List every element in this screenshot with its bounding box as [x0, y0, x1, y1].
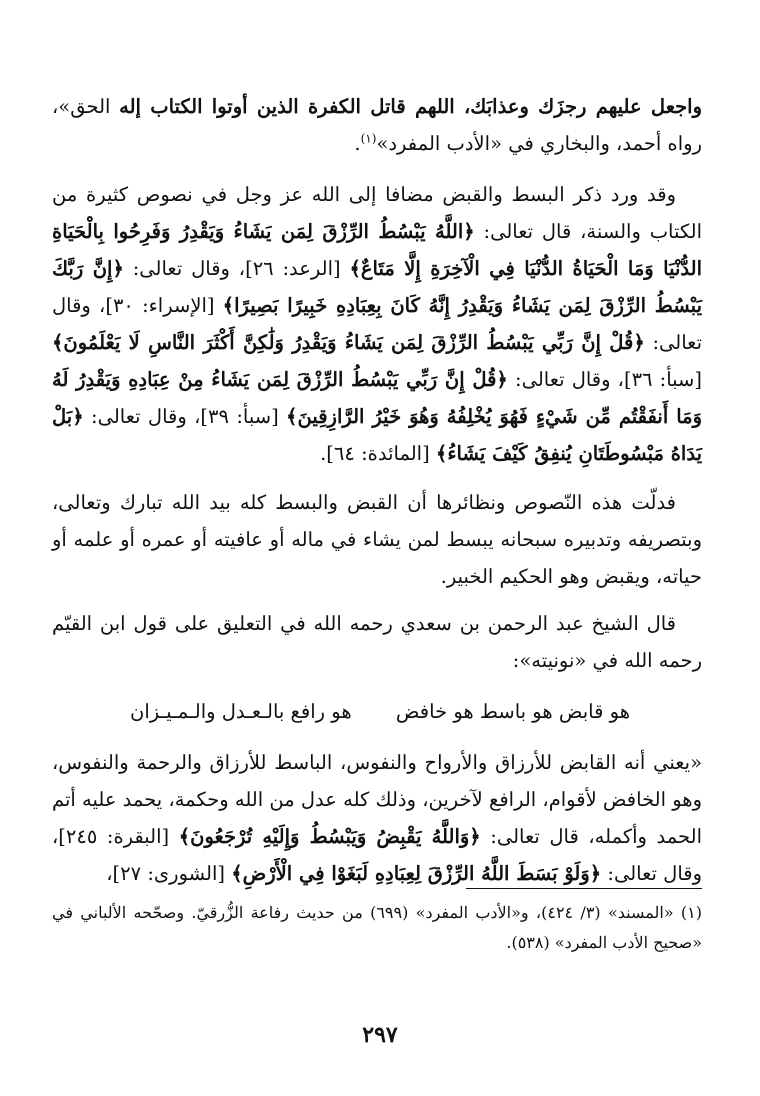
verse-reference: [الإسراء: ٣٠]، وقال تعالى: [52, 294, 702, 354]
quran-verse: ﴿إِنَّ رَبَّكَ يَبْسُطُ الرِّزْقَ لِمَن يَشَاءُ وَيَقْدِرُ إِنَّهُ كَانَ بِعِبَادِهِ خَبِيرًا بَصِيرًا﴾ [52, 257, 702, 317]
verse-reference: [سبأ: ٣٩]، وقال تعالى: [91, 405, 279, 428]
sheikh-paragraph [52, 605, 702, 679]
page-number: ٢٩٧ [362, 1022, 398, 1048]
explanation-paragraph [52, 744, 702, 892]
footnote-divider [466, 888, 702, 889]
sheikh-text: قال الشيخ عبد الرحمن بن سعدي رحمه الله في التعليق على قول ابن القيّم رحمه الله في «نونيته»: [52, 612, 702, 672]
quran-verse: ﴿بَلْ يَدَاهُ مَبْسُوطَتَانِ يُنفِقُ كَيْفَ يَشَاءُ﴾ [52, 405, 702, 465]
verse-reference: [الرعد: ٢٦]، وقال تعالى: [132, 257, 341, 280]
intro-end: . [354, 132, 361, 155]
summary-text: فدلّت هذه النّصوص ونظائرها أن القبض والبسط كله بيد الله تبارك وتعالى، وبتصريفه وتدبيره سبحانه يبسط لمن يشاء في ماله أو عافيته أو عمره أو علمه أو حياته، ويقبض وهو الحكيم الخبير. [52, 491, 702, 588]
quran-verse: ﴿قُلْ إِنَّ رَبِّي يَبْسُطُ الرِّزْقَ لِمَن يَشَاءُ وَيَقْدِرُ وَلَٰكِنَّ أَكْثَرَ النَّاسِ لَا يَعْلَمُونَ﴾ [52, 331, 645, 354]
poem-hemistich-left: هو رافع بالـعـدل والـمـيـزان [130, 700, 352, 723]
verse-reference: [البقرة: ٢٤٥]، وقال تعالى: [52, 825, 702, 885]
poem-hemistich-right: هو قابض هو باسط هو خافض [395, 700, 630, 723]
verse-reference: [سبأ: ٣٦]، وقال تعالى: [515, 368, 703, 391]
intro-paragraph [52, 88, 702, 162]
verse-reference: [الشورى: ٢٧]، [106, 862, 226, 885]
footnote-ref[interactable]: (١) [360, 131, 377, 146]
quran-verse: ﴿وَلَوْ بَسَطَ اللَّهُ الرِّزْقَ لِعِبَادِهِ لَبَغَوْا فِي الْأَرْضِ﴾ [231, 862, 602, 885]
quran-verse: ﴿وَاللَّهُ يَقْبِضُ وَيَبْسُطُ وَإِلَيْهِ تُرْجَعُونَ﴾ [178, 825, 481, 848]
intro-rest: الحق»، رواه أحمد، والبخاري في «الأدب المفرد» [52, 95, 702, 155]
verses-intro: وقد ورد ذكر البسط والقبض مضافا إلى الله عز وجل في نصوص كثيرة من الكتاب والسنة، قال تعالى: [52, 183, 703, 243]
summary-paragraph [52, 484, 702, 595]
footnote-text: (١) «المسند» (٣/ ٤٢٤)، و«الأدب المفرد» (٦٩٩) من حديث رفاعة الزُّرقيّ. وصحّحه الألباني في «صحيح الأدب المفرد» (٥٣٨). [52, 903, 702, 952]
explanation-text: «يعني أنه القابض للأرزاق والأرواح والنفوس، الباسط للأرزاق والرحمة والنفوس، وهو الخافض لأقوام، الرافع لآخرين، وذلك كله عدل من الله وحكمة، يحمد عليه أتم الحمد وأكمله، قال تعالى: [52, 751, 702, 848]
poem-verse [130, 693, 630, 730]
quran-verse: ﴿قُلْ إِنَّ رَبِّي يَبْسُطُ الرِّزْقَ لِمَن يَشَاءُ مِنْ عِبَادِهِ وَيَقْدِرُ لَهُ وَمَا أَنفَقْتُم مِّن شَيْءٍ فَهُوَ يُخْلِفُهُ وَهُوَ خَيْرُ الرَّازِقِينَ﴾ [52, 368, 703, 428]
verses-paragraph [52, 176, 702, 472]
verse-reference: [المائدة: ٦٤]. [320, 442, 430, 465]
quran-verse: ﴿اللَّهُ يَبْسُطُ الرِّزْقَ لِمَن يَشَاءُ وَيَقْدِرُ وَفَرِحُوا بِالْحَيَاةِ الدُّنْيَا وَمَا الْحَيَاةُ الدُّنْيَا فِي الْآخِرَةِ إِلَّا مَتَاعٌ﴾ [52, 220, 702, 280]
intro-lead: واجعل عليهم رجزَك وعذابَك، اللهم قاتل الكفرة الذين أوتوا الكتاب إله [119, 95, 702, 118]
